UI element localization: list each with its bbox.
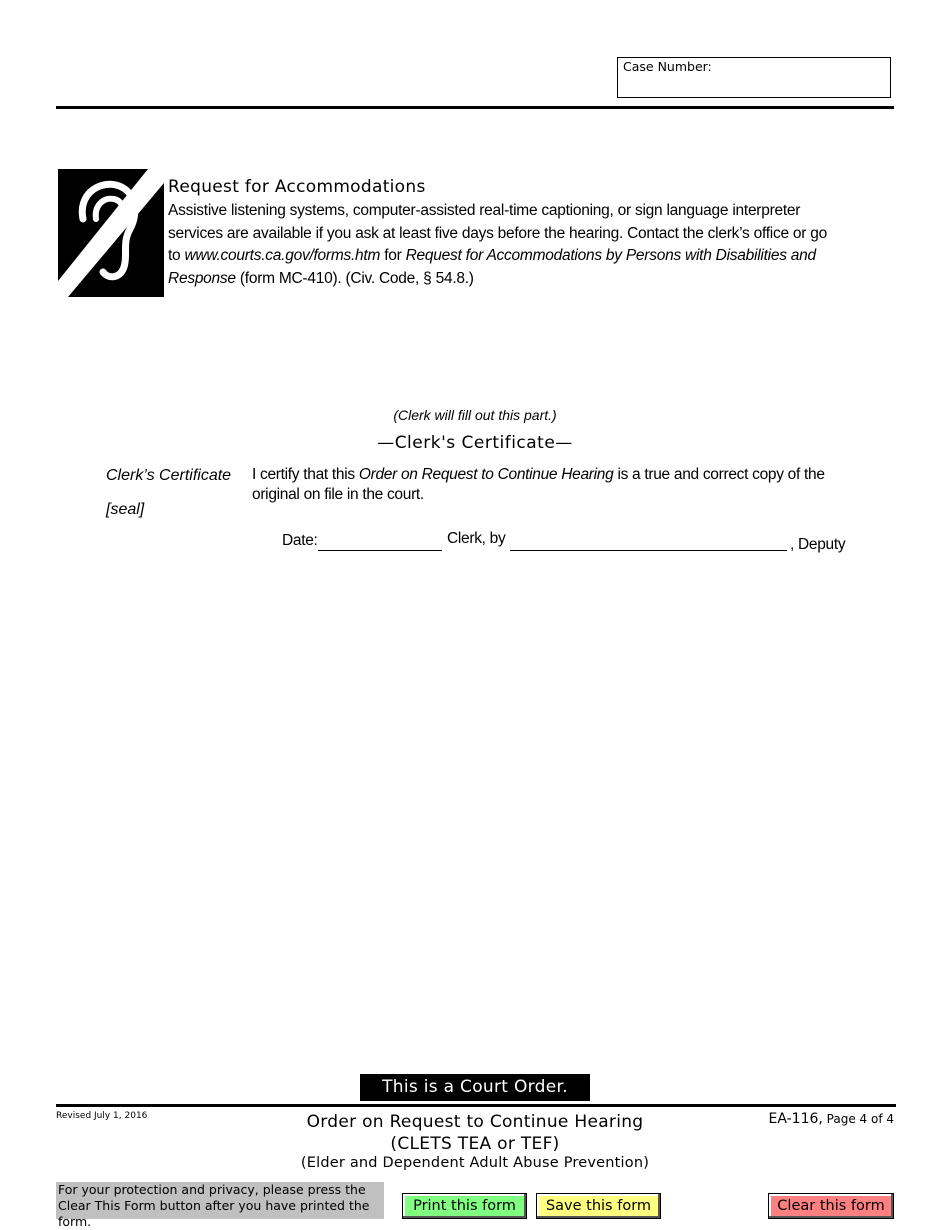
courts-url: www.courts.ca.gov/forms.htm: [184, 247, 381, 264]
accommodations-title: Request for Accommodations: [168, 177, 426, 197]
print-form-button[interactable]: Print this form: [402, 1193, 527, 1219]
form-number: [769, 1111, 895, 1127]
form-id: EA-116,: [768, 1111, 823, 1127]
certification-line: [252, 465, 882, 485]
text-fragment: is a true and correct copy of the: [613, 466, 825, 483]
page-number: Page 4 of 4: [822, 1112, 894, 1126]
accommodations-line: [168, 268, 868, 291]
clear-form-button[interactable]: Clear this form: [768, 1193, 894, 1219]
accommodations-line: services are available if you ask at least five days before the hearing. Contact the clerk’s office or go: [168, 224, 827, 242]
form-title-main: Order on Request to Continue Hearing: [306, 1112, 644, 1132]
deputy-label: , Deputy: [790, 536, 846, 553]
header-divider: [56, 106, 894, 109]
text-fragment: (form MC-410). (Civ. Code, § 54.8.): [235, 269, 474, 287]
text-fragment: to: [168, 247, 185, 264]
case-number-label: Case Number:: [623, 59, 712, 74]
case-number-field[interactable]: [617, 57, 891, 98]
text-fragment: for: [380, 247, 406, 264]
clerk-signature-field[interactable]: [510, 550, 787, 551]
seal-label: [seal]: [106, 501, 145, 518]
clerk-certificate-heading: —Clerk's Certificate—: [377, 433, 573, 453]
order-title-ref: Order on Request to Continue Hearing: [358, 466, 614, 483]
footer-divider: [56, 1104, 896, 1107]
clerk-by-label: Clerk, by: [447, 530, 506, 547]
form-title-ref: Request for Accommodations by Persons with Disabilities and: [405, 247, 816, 264]
text-fragment: I certify that this: [252, 466, 359, 483]
certification-line: original on file in the court.: [252, 486, 424, 503]
date-field[interactable]: [318, 550, 442, 551]
form-subtitle: (Elder and Dependent Adult Abuse Prevention): [300, 1155, 650, 1171]
date-label: Date:: [282, 532, 318, 549]
form-title-clets: (CLETS TEA or TEF): [390, 1134, 560, 1154]
save-form-button[interactable]: Save this form: [536, 1193, 661, 1219]
form-title-ref: Response: [168, 269, 236, 287]
revised-date: Revised July 1, 2016: [56, 1111, 148, 1121]
privacy-note: For your protection and privacy, please press the Clear This Form button after you have printed the form.: [56, 1182, 384, 1219]
certification-text: [252, 465, 882, 505]
clerk-certificate-label: Clerk’s Certificate: [106, 467, 232, 484]
accommodations-line: [168, 245, 868, 268]
accommodations-text: [168, 200, 868, 290]
hearing-assistance-icon: [58, 169, 164, 297]
court-order-banner: This is a Court Order.: [360, 1074, 590, 1101]
clerk-note: (Clerk will fill out this part.): [393, 407, 557, 423]
accommodations-line: Assistive listening systems, computer-assisted real-time captioning, or sign language interpreter: [168, 202, 801, 219]
